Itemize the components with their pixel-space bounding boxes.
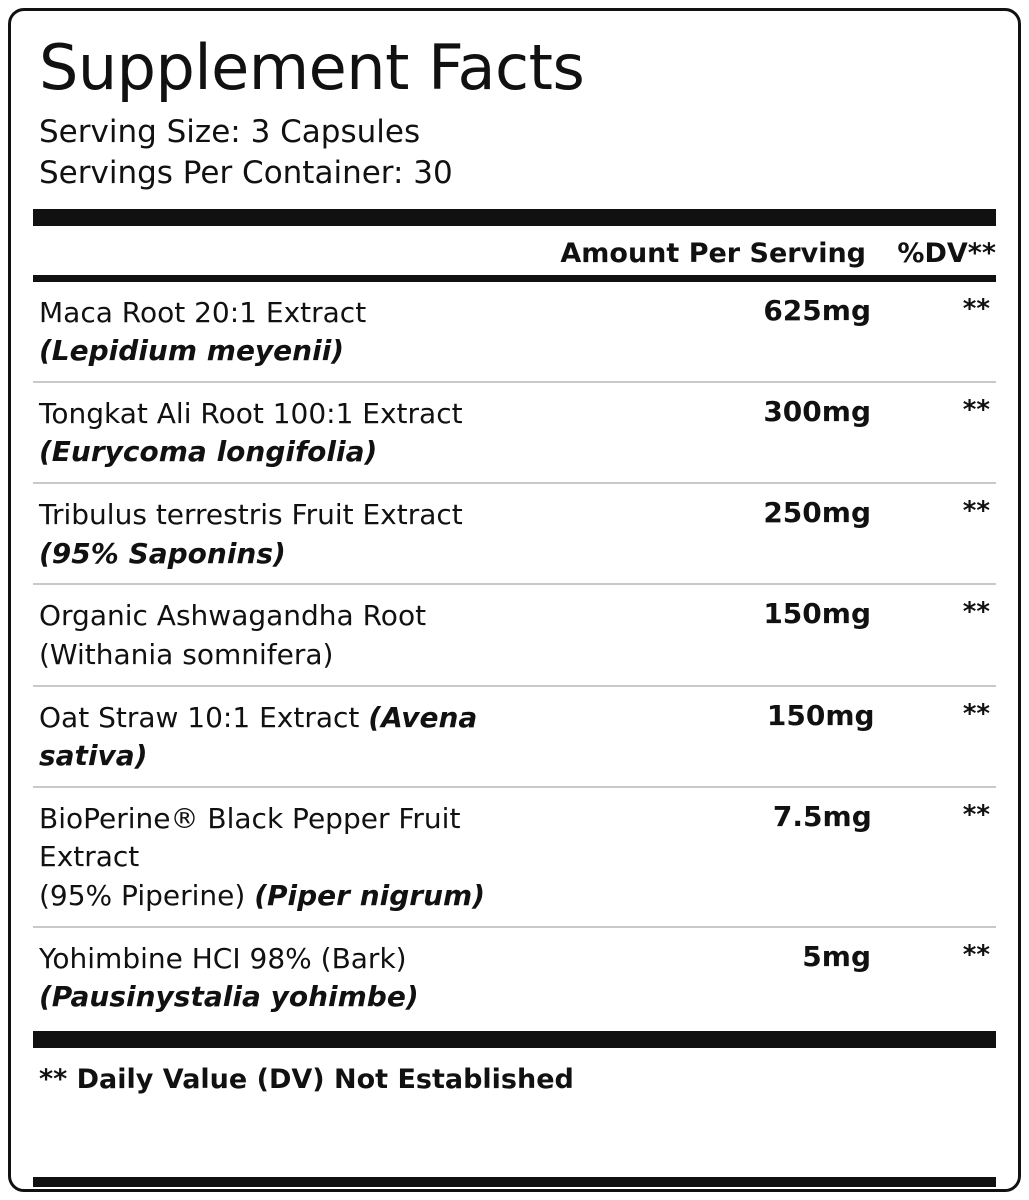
table-row (33, 928, 996, 1027)
ingredient-amount: 5mg (802, 939, 871, 973)
serving-size-text: Serving Size: 3 Capsules (39, 114, 421, 150)
ingredient-amount: 150mg (763, 597, 871, 631)
ingredient-name-main: Tongkat Ali Root 100:1 Extract (39, 396, 463, 430)
ingredient-name (33, 395, 571, 472)
ingredient-name (33, 597, 571, 674)
ingredient-name (33, 294, 571, 371)
table-row (33, 585, 996, 686)
ingredient-amount: 150mg (766, 698, 875, 732)
ingredient-amount: 250mg (763, 496, 871, 529)
ingredient-name-secondary: (95% Piperine) (39, 879, 255, 912)
ingredient-name (33, 800, 574, 916)
ingredient-name-latin: (Eurycoma longifolia) (39, 435, 378, 469)
page-title: Supplement Facts (39, 31, 585, 104)
bottom-strip (33, 1177, 996, 1187)
divider-under-header (33, 275, 996, 282)
ingredient-name-main: Maca Root 20:1 Extract (39, 295, 367, 329)
ingredient-name-secondary: (Withania somnifera) (39, 637, 334, 671)
ingredient-name-main: BioPerine® Black Pepper Fruit Extract (39, 801, 461, 874)
divider-thick-bottom (33, 1031, 996, 1048)
ingredient-dv: ** (962, 597, 990, 628)
ingredient-name-latin: (Lepidium meyenii) (39, 334, 345, 368)
ingredient-amount: 625mg (763, 293, 871, 327)
servings-per-container-text: Servings Per Container: 30 (39, 154, 453, 191)
ingredient-name (33, 496, 571, 573)
ingredient-name-latin: (Avena sativa) (39, 700, 478, 773)
supplement-facts-content (33, 29, 996, 1189)
table-row (33, 788, 996, 928)
ingredient-amount: 300mg (763, 394, 871, 428)
ingredient-dv: ** (962, 394, 990, 425)
ingredient-name (33, 699, 585, 776)
ingredient-name-latin: (Piper nigrum) (254, 879, 485, 912)
ingredient-dv: ** (962, 799, 990, 830)
ingredient-name-main: Yohimbine HCI 98% (Bark) (39, 941, 407, 975)
ingredient-name (33, 940, 571, 1017)
column-header-dv: %DV** (897, 237, 996, 269)
table-row (33, 282, 996, 383)
daily-value-footnote: ** Daily Value (DV) Not Established (39, 1063, 574, 1095)
ingredient-name-latin: (95% Saponins) (39, 536, 286, 570)
ingredient-name-main: Tribulus terrestris Fruit Extract (39, 498, 463, 531)
table-row (33, 383, 996, 484)
ingredient-amount: 7.5mg (772, 799, 872, 833)
ingredient-dv: ** (962, 939, 990, 970)
supplement-facts-panel (8, 8, 1021, 1192)
ingredient-dv: ** (962, 698, 991, 729)
table-header-row (33, 226, 996, 275)
ingredient-dv: ** (962, 293, 990, 324)
ingredient-name-main: Oat Straw 10:1 Extract (39, 700, 369, 734)
divider-thick-top (33, 209, 996, 226)
table-row (33, 687, 996, 788)
ingredient-name-main: Organic Ashwagandha Root (39, 599, 427, 633)
ingredient-name-latin: (Pausinystalia yohimbe) (39, 980, 419, 1014)
column-header-amount: Amount Per Serving (560, 237, 866, 269)
ingredient-dv: ** (962, 496, 990, 526)
table-row (33, 484, 996, 585)
